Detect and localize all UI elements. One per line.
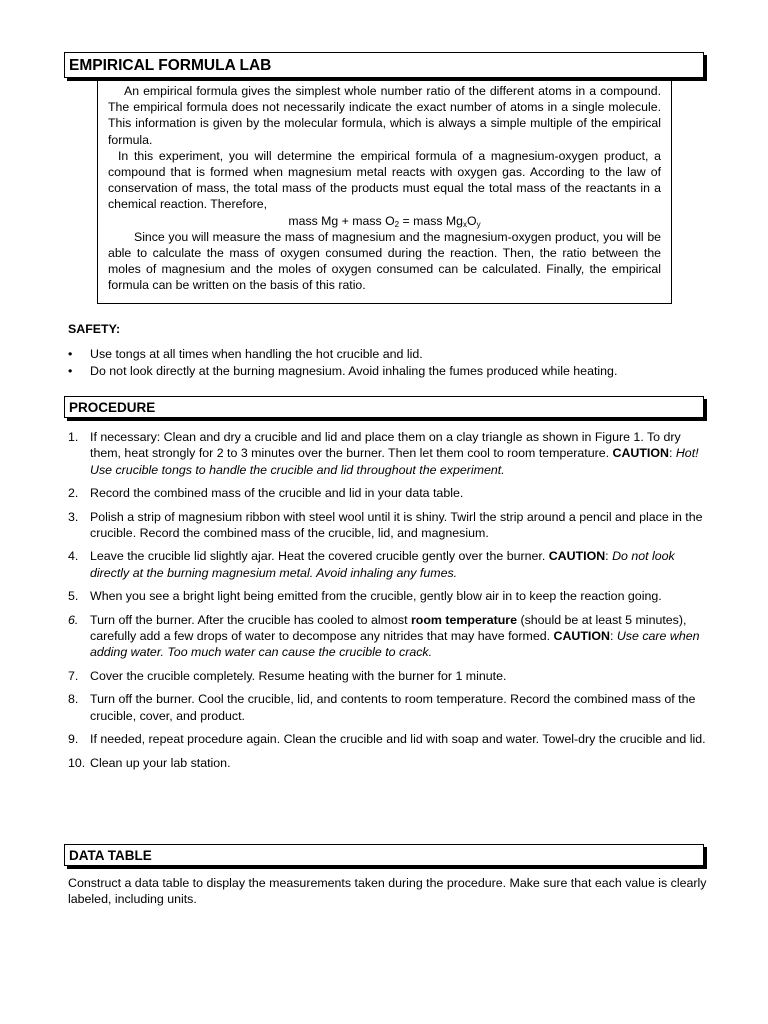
- intro-paragraph-3: Since you will measure the mass of magnesium and the magnesium-oxygen product, you will be able to calculate the mass of oxygen consumed during the reaction. Then, the ratio between the moles of magnesium and the moles of oxygen consumed can be calculated. Finally, the empirical formula can be written on the basis of this ratio.: [108, 229, 661, 293]
- safety-heading: SAFETY:: [68, 322, 121, 336]
- intro-paragraph-2: In this experiment, you will determine the empirical formula of a magnesium-oxygen product, a compound that is formed when magnesium metal reacts with oxygen gas. According to the law of conservation of mass, the total mass of the products must equal the total mass of the reactants in a chemical reaction. Therefore,: [108, 148, 661, 212]
- intro-paragraph-1: An empirical formula gives the simplest whole number ratio of the different atoms in a compound. The empirical formula does not necessarily indicate the exact number of atoms in a single molecule. This information is given by the molecular formula, which is always a simple multiple of the empirical formula.: [108, 84, 661, 147]
- safety-list: [68, 346, 708, 380]
- procedure-step-8: 8. Turn off the burner. Cool the crucible, lid, and contents to room temperature. Record the combined mass of the crucible, cover, and product.: [68, 692, 696, 723]
- intro-box: [97, 80, 672, 304]
- procedure-step-6: 6. Turn off the burner. After the crucible has cooled to almost room temperature (should be at least 5 minutes), carefully add a few drops of water to decompose any nitrides that may have formed. CAUTION: Use care when adding water. Too much water can cause the crucible to crack.: [68, 612, 700, 660]
- procedure-step-4: 4. Leave the crucible lid slightly ajar. Heat the covered crucible gently over the burner. CAUTION: Do not look directly at the burning magnesium metal. Avoid inhaling any fumes.: [68, 549, 675, 580]
- data-table-instructions: Construct a data table to display the measurements taken during the procedure. Make sure that each value is clearly labeled, including units.: [68, 876, 707, 906]
- safety-item: • Use tongs at all times when handling the hot crucible and lid.: [68, 346, 708, 363]
- procedure-step-3: 3. Polish a strip of magnesium ribbon with steel wool until it is shiny. Twirl the strip around a pencil and place in the crucible. Record the combined mass of the crucible, lid, and magnesium.: [68, 509, 703, 541]
- page-title: EMPIRICAL FORMULA LAB: [64, 52, 704, 78]
- data-table-heading: DATA TABLE: [64, 844, 704, 866]
- procedure-step-10: 10. Clean up your lab station.: [68, 755, 231, 770]
- procedure-steps: [68, 429, 708, 778]
- procedure-heading: PROCEDURE: [64, 396, 704, 418]
- procedure-step-7: 7. Cover the crucible completely. Resume heating with the burner for 1 minute.: [68, 668, 507, 683]
- procedure-step-5: 5. When you see a bright light being emitted from the crucible, gently blow air in to keep the reaction going.: [68, 589, 662, 604]
- procedure-step-2: 2. Record the combined mass of the crucible and lid in your data table.: [68, 486, 464, 501]
- procedure-step-1: 1. If necessary: Clean and dry a crucible and lid and place them on a clay triangle as shown in Figure 1. To dry them, heat strongly for 2 to 3 minutes over the burner. Then let them cool to room temperature. CAUTION: Hot! Use crucible tongs to handle the crucible and lid throughout the experiment.: [68, 430, 699, 477]
- mass-equation: mass Mg + mass $O_2$ = mass $Mg_xO_y$: [288, 213, 481, 229]
- procedure-step-9: 9. If needed, repeat procedure again. Clean the crucible and lid with soap and water. Towel-dry the crucible and lid.: [68, 732, 706, 747]
- safety-item: • Do not look directly at the burning magnesium. Avoid inhaling the fumes produced while heating.: [68, 363, 708, 380]
